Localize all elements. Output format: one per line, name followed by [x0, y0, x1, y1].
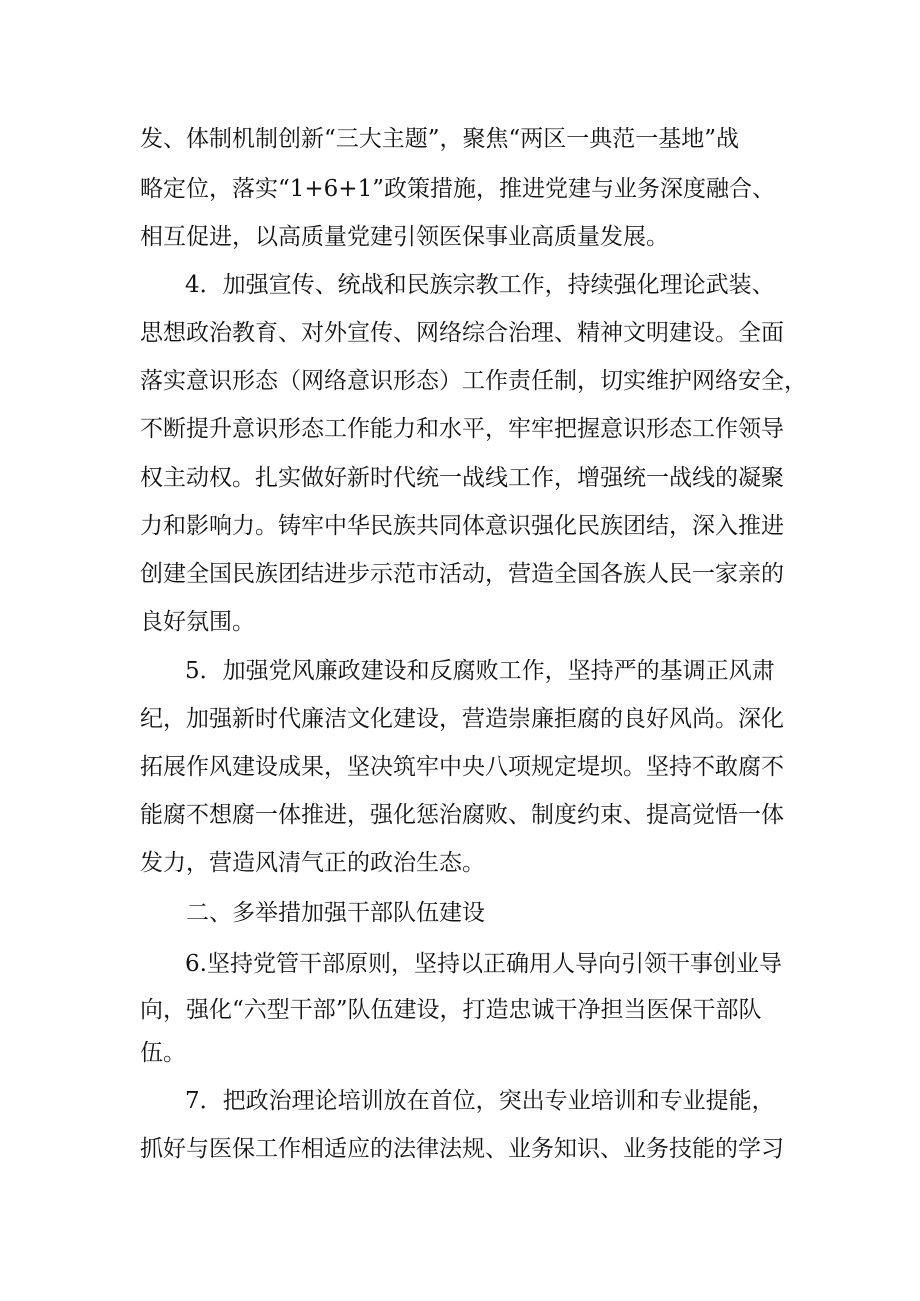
paragraph-4-line-5: 权主动权。扎实做好新时代统一战线工作，增强统一战线的凝聚 — [140, 465, 784, 491]
paragraph-4-line-6: 力和影响力。铸牢中华民族共同体意识强化民族团结，深入推进 — [140, 513, 784, 539]
paragraph-4-line-8: 良好氛围。 — [140, 609, 255, 635]
paragraph-4-line-2: 思想政治教育、对外宣传、网络综合治理、精神文明建设。全面 — [140, 320, 784, 346]
paragraph-6-line-1: 6.坚持党管干部原则，坚持以正确用人导向引领干事创业导 — [185, 951, 782, 977]
paragraph-5-line-2: 纪，加强新时代廉洁文化建设，营造崇廉拒腐的良好风尚。深化 — [140, 706, 784, 732]
paragraph-5-line-1: 5．加强党风廉政建设和反腐败工作，坚持严的基调正风肃 — [185, 658, 775, 684]
section-heading: 二、多举措加强干部队伍建设 — [186, 900, 485, 926]
continuation-line-1: 发、体制机制创新“三大主题”，聚焦“两区一典范一基地”战 — [140, 126, 740, 152]
continuation-line-2: 略定位，落实“1+6+1”政策措施，推进党建与业务深度融合、 — [140, 176, 775, 202]
paragraph-4-line-3: 落实意识形态（网络意识形态）工作责任制，切实维护网络安全， — [140, 368, 807, 394]
paragraph-5-line-4: 能腐不想腐一体推进，强化惩治腐败、制度约束、提高觉悟一体 — [140, 802, 784, 828]
paragraph-4-line-1: 4．加强宣传、统战和民族宗教工作，持续强化理论武装、 — [185, 272, 775, 298]
paragraph-5-line-5: 发力，营造风清气正的政治生态。 — [140, 850, 485, 876]
paragraph-7-line-1: 7．把政治理论培训放在首位，突出专业培训和专业提能， — [185, 1088, 775, 1114]
paragraph-4-line-7: 创建全国民族团结进步示范市活动，营造全国各族人民一家亲的 — [140, 561, 784, 587]
paragraph-4-line-4: 不断提升意识形态工作能力和水平，牢牢把握意识形态工作领导 — [140, 416, 784, 442]
paragraph-5-line-3: 拓展作风建设成果，坚决筑牢中央八项规定堤坝。坚持不敢腐不 — [140, 754, 784, 780]
paragraph-7-line-2: 抓好与医保工作相适应的法律法规、业务知识、业务技能的学习 — [140, 1136, 784, 1162]
paragraph-6-line-3: 伍。 — [140, 1040, 186, 1066]
continuation-line-3: 相互促进，以高质量党建引领医保事业高质量发展。 — [140, 224, 669, 250]
paragraph-6-line-2: 向，强化“六型干部”队伍建设，打造忠诚干净担当医保干部队 — [140, 997, 762, 1023]
